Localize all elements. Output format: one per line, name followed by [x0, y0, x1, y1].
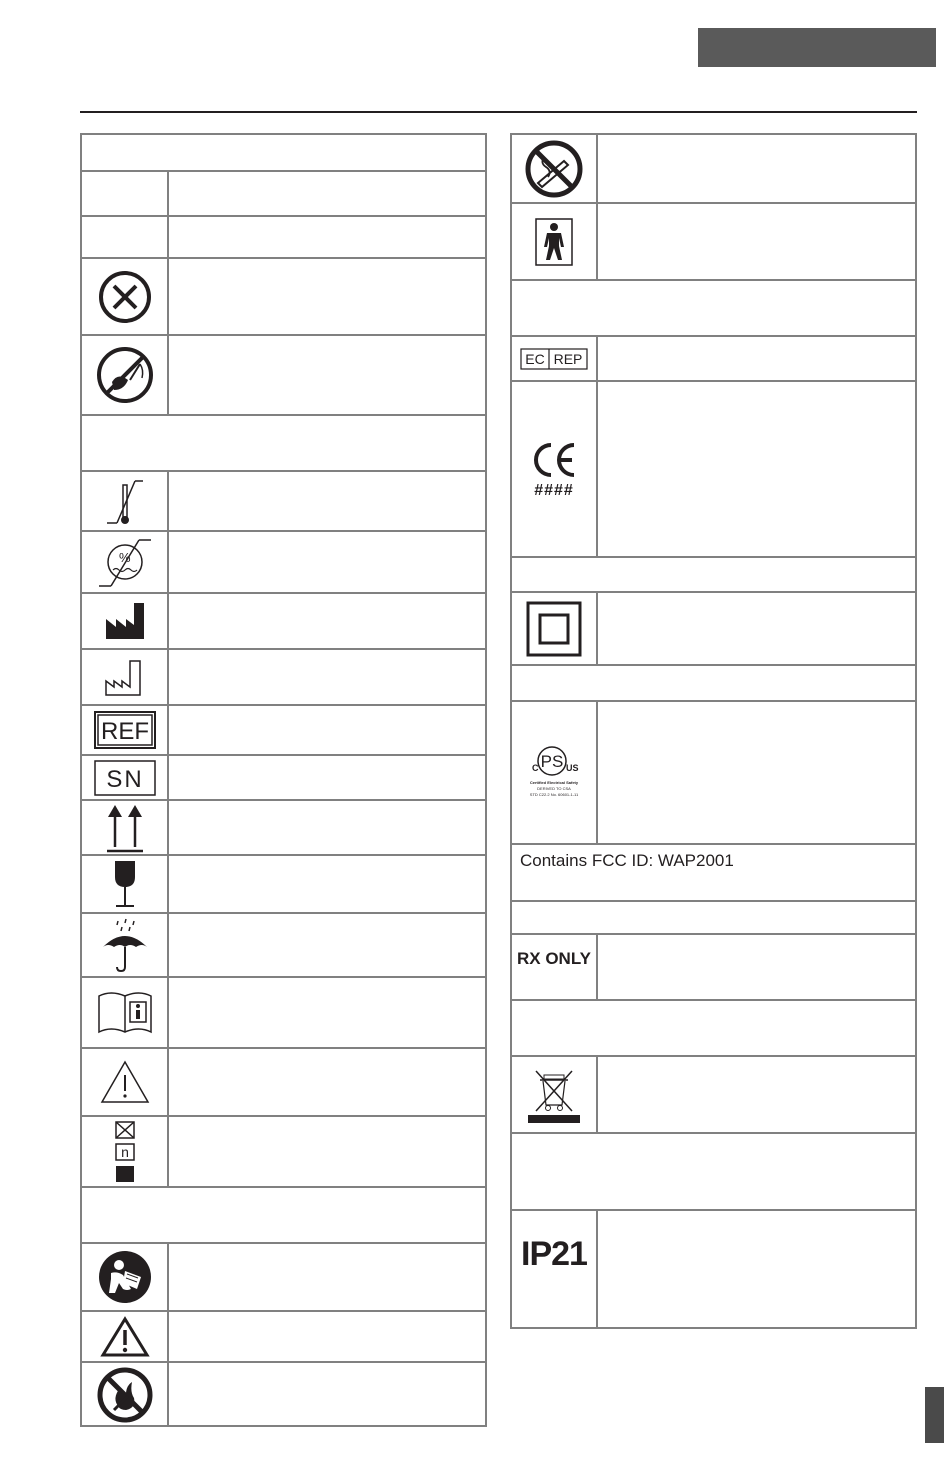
symbol-row: [82, 1047, 485, 1115]
symbol-row: [512, 933, 915, 999]
page-edge-tab: [925, 1387, 944, 1443]
caution-icon: [99, 1059, 151, 1105]
symbol-row: [82, 530, 485, 592]
symbol-row: [82, 592, 485, 648]
symbol-row: [82, 215, 485, 257]
symbol-row: [512, 335, 915, 380]
right-symbol-table: [510, 133, 917, 1329]
fragile-icon: [110, 859, 140, 909]
humidity-limit-icon: [97, 534, 153, 590]
ec-label: EC: [525, 350, 545, 367]
symbol-row: [82, 854, 485, 912]
temperature-limit-icon: [105, 475, 145, 527]
csa-line-3: STD C22.2 No. 60601-1-11: [529, 791, 579, 797]
symbol-row: [82, 799, 485, 854]
symbol-row: [82, 704, 485, 754]
symbol-row: [82, 334, 485, 414]
ec-rep-icon: [520, 348, 588, 370]
symbol-row: [512, 380, 915, 556]
symbol-row: [512, 1055, 915, 1132]
read-manual-mandatory-icon: [97, 1249, 153, 1305]
symbol-row: [82, 1242, 485, 1310]
fcc-row: [512, 843, 915, 900]
notified-body-number: ####: [534, 482, 574, 497]
symbol-row: [82, 257, 485, 334]
csa-ps: PS: [540, 751, 564, 771]
section-header-row: [512, 999, 915, 1055]
csa-line-2: DERIVED TO CSA: [537, 785, 571, 791]
section-header-row: [512, 1132, 915, 1209]
n-label: n: [120, 1143, 129, 1160]
section-tab: [698, 28, 936, 67]
section-header-row: [512, 664, 915, 700]
symbol-row: [512, 202, 915, 279]
section-header-row: [82, 1186, 485, 1242]
csa-us: US: [566, 762, 579, 773]
stacking-limit-icon: [113, 1120, 137, 1184]
warning-icon: [100, 1316, 150, 1358]
serial-number-icon: [93, 759, 157, 797]
symbol-row: [82, 1361, 485, 1427]
symbol-row: [512, 1209, 915, 1327]
symbol-row: [512, 700, 915, 843]
no-open-flame-icon: [96, 1366, 154, 1424]
sn-label: SN: [105, 765, 144, 793]
symbol-row: [82, 1115, 485, 1186]
symbol-row: [82, 912, 485, 976]
symbol-row: [512, 591, 915, 664]
section-header-row: [82, 135, 485, 170]
class-ii-equipment-icon: [526, 601, 582, 657]
svg-text:%: %: [118, 550, 131, 565]
symbol-row: [82, 470, 485, 530]
ref-label: REF: [100, 718, 149, 745]
section-header-row: [82, 414, 485, 470]
this-way-up-icon: [105, 803, 145, 853]
fcc-id-text: Contains FCC ID: WAP2001: [520, 851, 734, 870]
section-header-row: [512, 279, 915, 335]
symbol-row: [512, 135, 915, 202]
csa-line-1: Certified Electrical Safety: [529, 779, 579, 785]
csa-c: C: [532, 762, 539, 773]
left-symbol-table: [80, 133, 487, 1427]
empty-icon-cell: [82, 172, 169, 215]
section-header-row: [512, 900, 915, 933]
symbol-row: [82, 1310, 485, 1361]
manufacturer-icon: [104, 601, 146, 641]
no-smoking-icon: [524, 139, 584, 199]
ip21-label: IP21: [521, 1235, 587, 1273]
header-rule: [80, 111, 917, 113]
keep-dry-icon: [100, 917, 150, 973]
no-cleaning-brush-icon: [94, 344, 156, 406]
consult-instructions-icon: [97, 990, 153, 1036]
empty-icon-cell: [82, 217, 169, 257]
symbol-row: [82, 754, 485, 799]
date-of-manufacture-icon: [104, 657, 146, 697]
symbol-row: [82, 170, 485, 215]
symbol-row: [82, 976, 485, 1047]
csa-certification-icon: [522, 741, 586, 805]
symbol-row: [82, 648, 485, 704]
ce-mark-icon: [524, 441, 584, 497]
rx-only-label: RX ONLY: [516, 949, 591, 968]
type-bf-applied-part-icon: [535, 218, 573, 266]
catalogue-number-icon: [93, 710, 157, 750]
weee-disposal-icon: [526, 1065, 582, 1125]
section-header-row: [512, 556, 915, 591]
rep-label: REP: [553, 350, 583, 367]
prohibited-x-icon: [97, 269, 153, 325]
